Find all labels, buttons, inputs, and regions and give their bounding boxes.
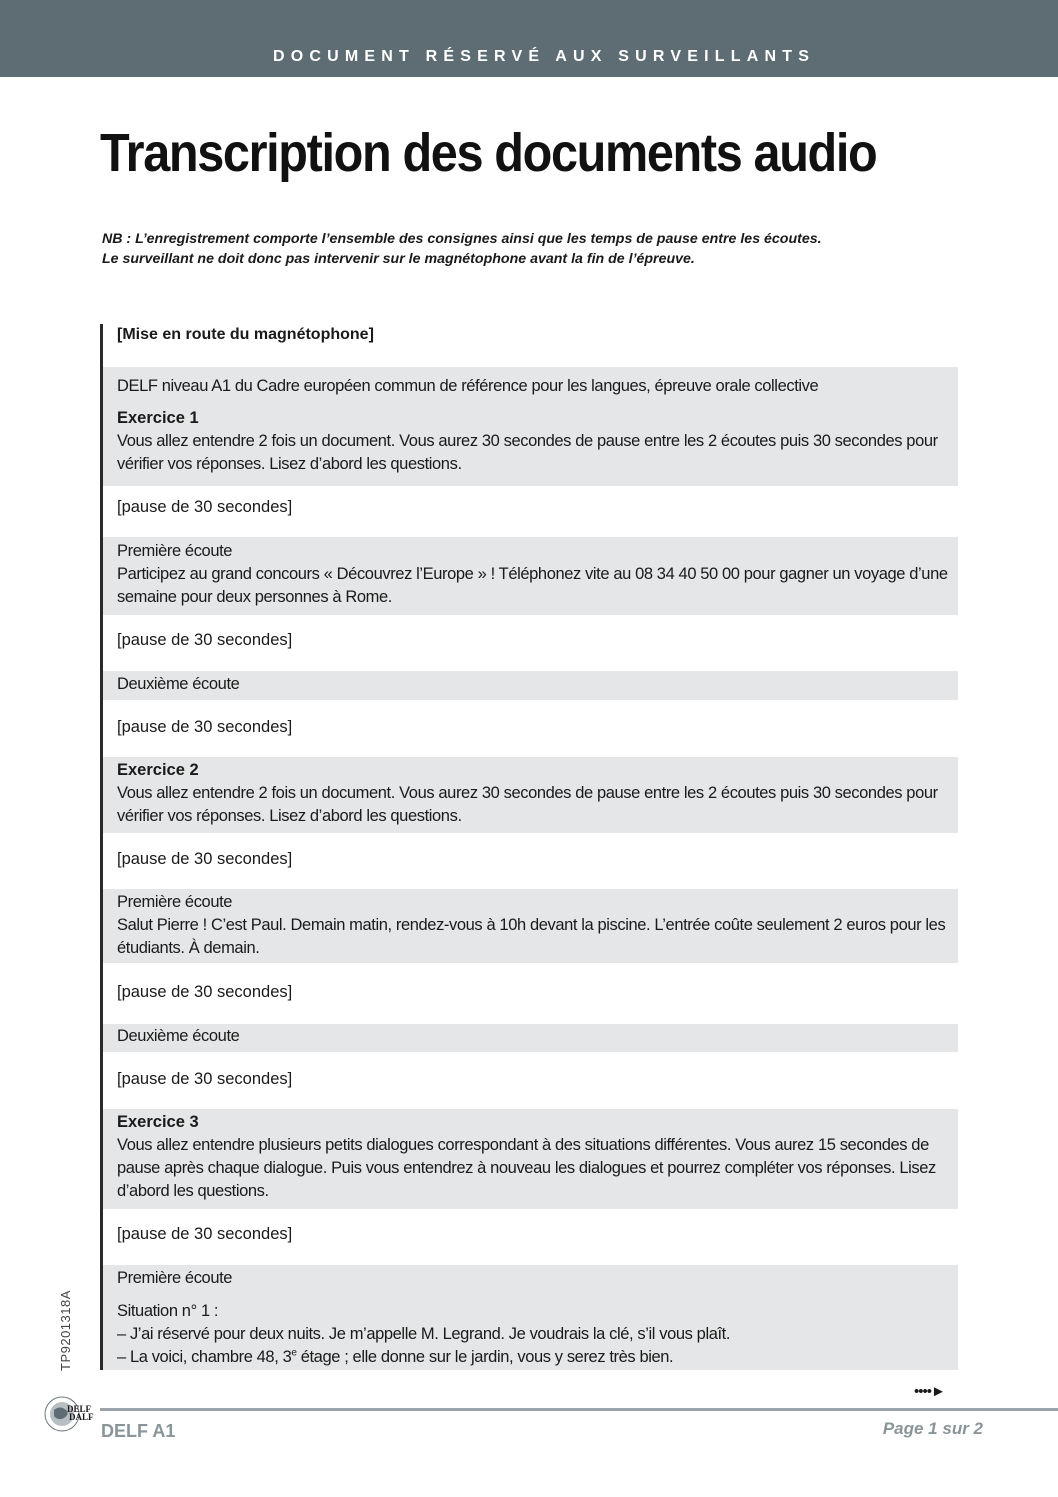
- delf-dalf-logo: [40, 1390, 96, 1438]
- pause-4: [pause de 30 secondes]: [117, 850, 293, 868]
- exercise-2-second-listening: [103, 1024, 958, 1052]
- dialogue-line-1: – J’ai réservé pour deux nuits. Je m’appelle M. Legrand. Je voudrais la clé, s’il vous plaît.: [117, 1325, 731, 1343]
- exercise-3-title: Exercice 3: [117, 1113, 199, 1131]
- exercise-2-instructions: Vous allez entendre 2 fois un document. Vous aurez 30 secondes de pause entre les 2 écoutes puis 30 secondes pour vérifier vos réponses. Lisez d’abord les questions.: [117, 784, 938, 825]
- exercise-1-block: [103, 367, 958, 486]
- exercise-1-first-listening: [103, 537, 958, 615]
- exercise-2-title: Exercice 2: [117, 761, 199, 779]
- exercise-2-block: [103, 757, 958, 833]
- exercise-1-title: Exercice 1: [117, 409, 199, 427]
- exercise-3-instructions: Vous allez entendre plusieurs petits dialogues correspondant à des situations différentes. Vous aurez 15 secondes de pause après chaque dialogue. Puis vous entendrez à nouveau les dialogues et pourrez compléter vos réponses. Lisez d’abord les questions.: [117, 1136, 936, 1200]
- exercise-3-first-listening: [103, 1265, 958, 1370]
- first-listening-label: Première écoute: [117, 893, 233, 911]
- page-number: Page 1 sur 2: [882, 1419, 983, 1438]
- header-band-text: DOCUMENT RÉSERVÉ AUX SURVEILLANTS: [272, 48, 816, 65]
- second-listening-label: Deuxième écoute: [117, 675, 240, 693]
- nb-note: [102, 229, 942, 269]
- header-band: [0, 0, 1058, 77]
- pause-2: [pause de 30 secondes]: [117, 631, 293, 649]
- exercise-3-block: [103, 1109, 958, 1209]
- footer-rule: [100, 1408, 1058, 1411]
- pause-6: [pause de 30 secondes]: [117, 1070, 293, 1088]
- pause-5: [pause de 30 secondes]: [117, 983, 293, 1001]
- dialogue-line-2: – La voici, chambre 48, 3e étage ; elle donne sur le jardin, vous y serez très bien.: [117, 1347, 674, 1366]
- nb-line-2: Le surveillant ne doit donc pas intervenir sur le magnétophone avant la fin de l’épreuve.: [102, 251, 695, 267]
- nb-line-1: NB : L’enregistrement comporte l’ensemble des consignes ainsi que les temps de pause entre les écoutes.: [102, 231, 822, 247]
- second-listening-label: Deuxième écoute: [117, 1027, 240, 1045]
- pause-3: [pause de 30 secondes]: [117, 718, 293, 736]
- first-listening-label: Première écoute: [117, 1269, 233, 1287]
- situation-label: Situation n° 1 :: [117, 1302, 219, 1320]
- footer-level: DELF A1: [101, 1421, 176, 1441]
- pause-7: [pause de 30 secondes]: [117, 1225, 293, 1243]
- exercise-2-transcript: Salut Pierre ! C’est Paul. Demain matin, rendez-vous à 10h devant la piscine. L’entrée coûte seulement 2 euros pour les étudiants. À demain.: [117, 916, 946, 957]
- svg-text:DALF: DALF: [69, 1412, 94, 1422]
- mise-en-route: [Mise en route du magnétophone]: [117, 326, 374, 343]
- svg-text:DELF: DELF: [67, 1404, 92, 1414]
- page-title: Transcription des documents audio: [100, 123, 877, 183]
- pause-1: [pause de 30 secondes]: [117, 498, 293, 516]
- exercise-1-instructions: Vous allez entendre 2 fois un document. Vous aurez 30 secondes de pause entre les 2 écoutes puis 30 secondes pour vérifier vos réponses. Lisez d’abord les questions.: [117, 432, 938, 473]
- continue-arrow-icon: ••••►: [914, 1383, 945, 1400]
- exercise-1-second-listening: [103, 671, 958, 700]
- exercise-2-first-listening: [103, 889, 958, 963]
- document-code: TP9201318A: [58, 1290, 73, 1371]
- intro-text: DELF niveau A1 du Cadre européen commun de référence pour les langues, épreuve orale collective: [117, 377, 819, 395]
- exercise-1-transcript: Participez au grand concours « Découvrez l’Europe » ! Téléphonez vite au 08 34 40 50 00 pour gagner un voyage d’une semaine pour deux personnes à Rome.: [117, 565, 948, 606]
- first-listening-label: Première écoute: [117, 542, 233, 560]
